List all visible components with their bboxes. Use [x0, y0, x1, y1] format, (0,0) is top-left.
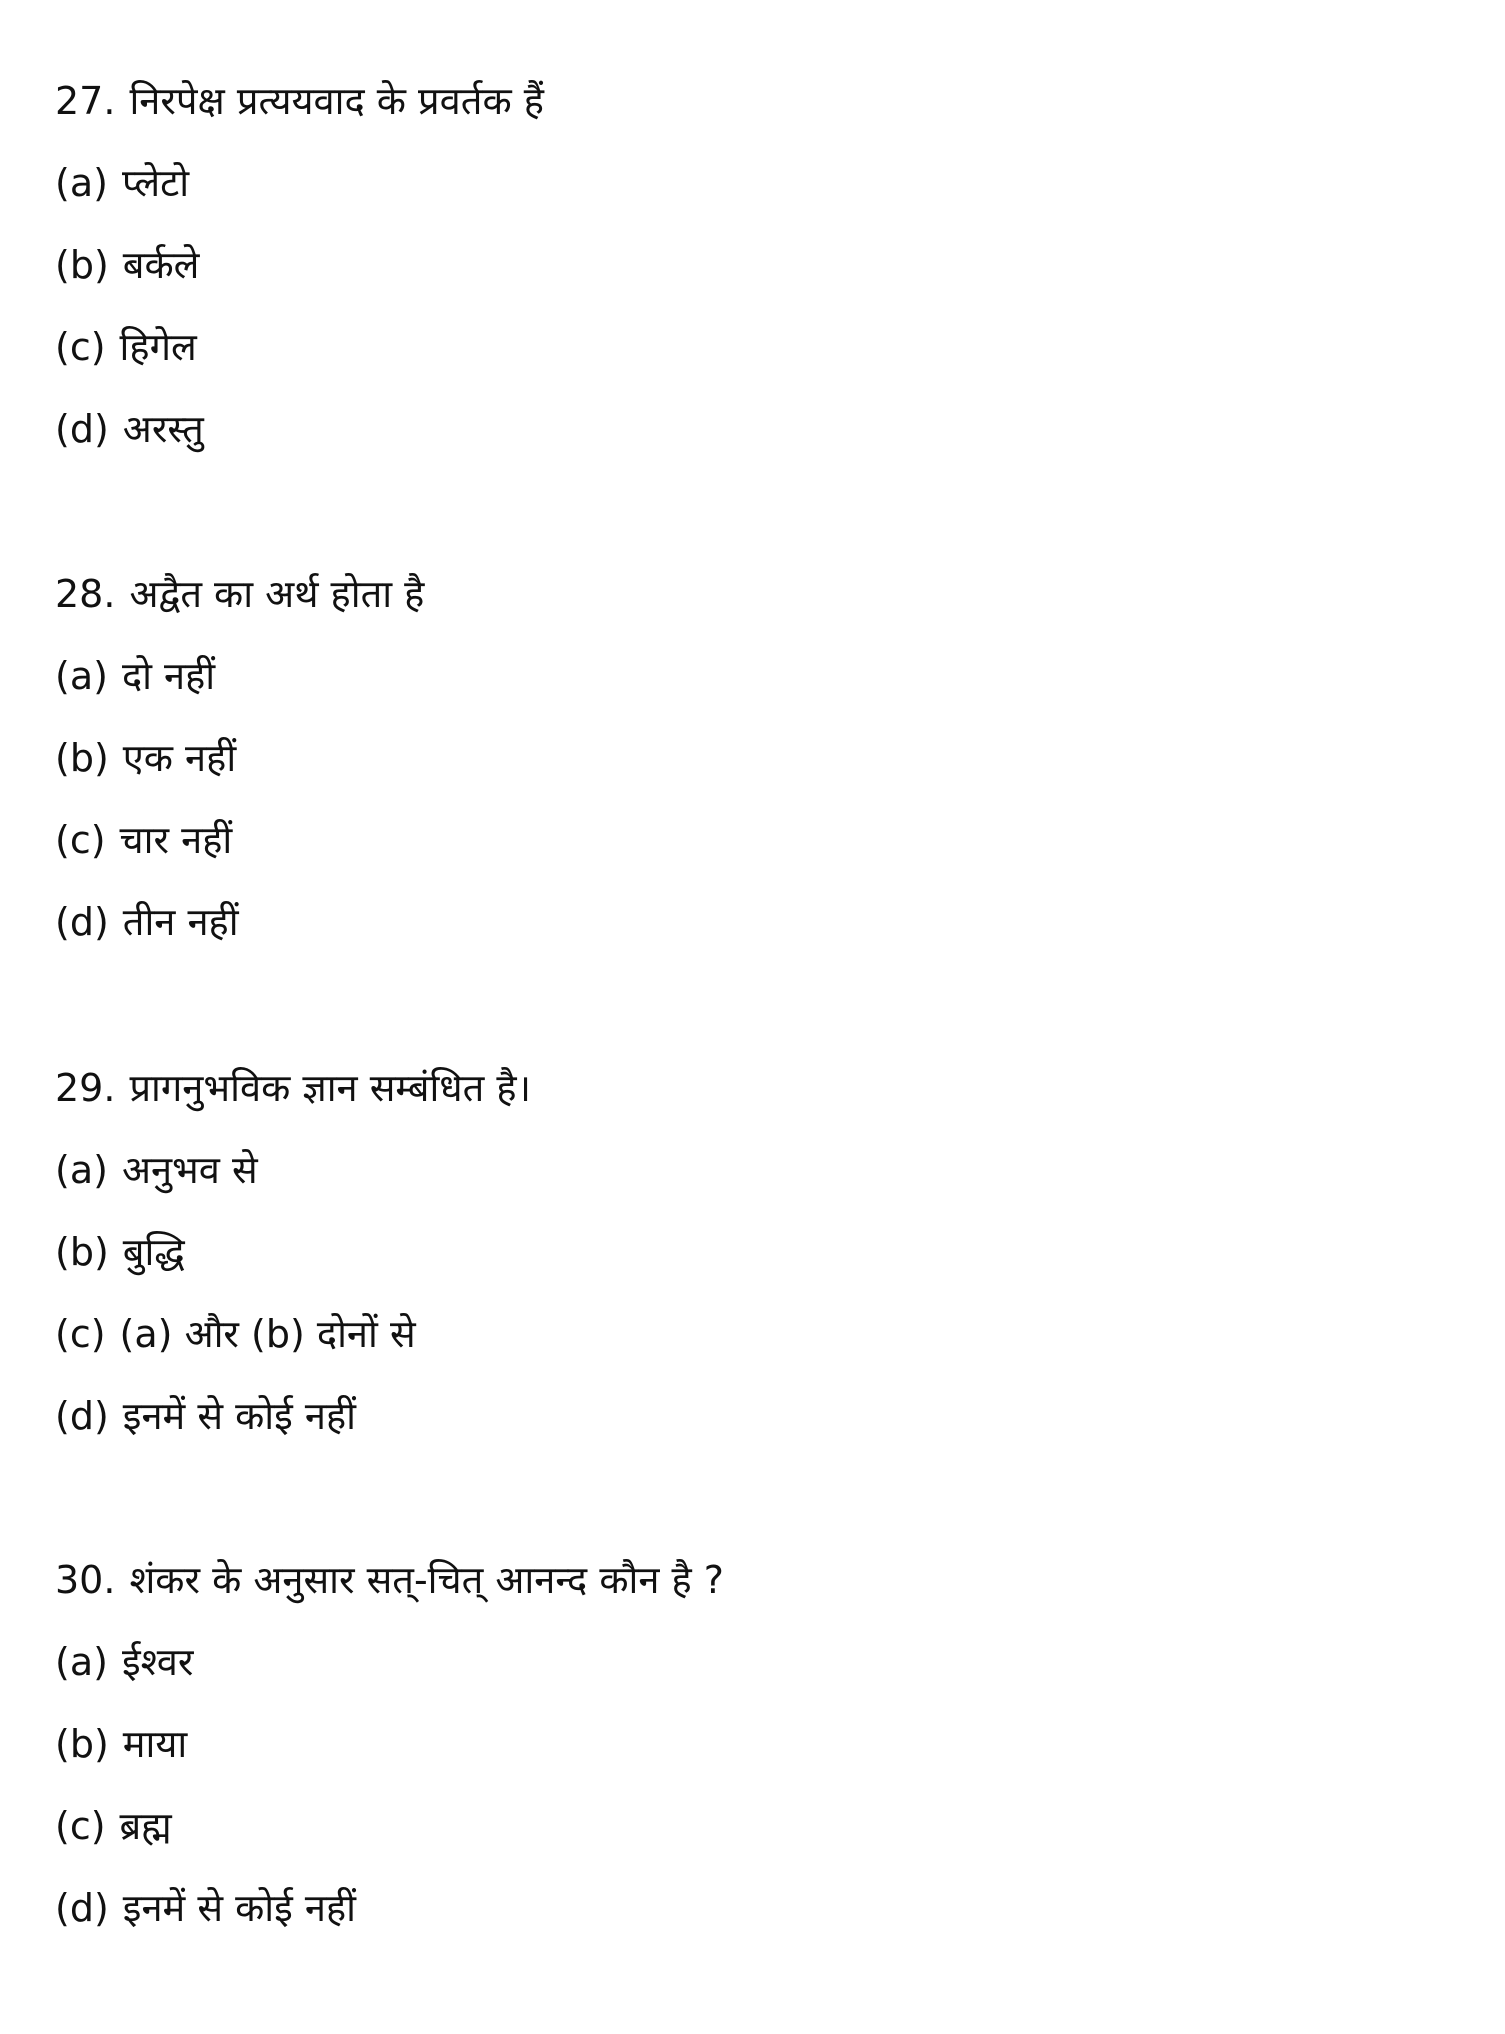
option-item: [55, 1129, 531, 1211]
option-label: (d): [55, 1886, 109, 1930]
option-text: माया: [122, 1722, 188, 1766]
option-item: [55, 1211, 531, 1293]
option-item: [55, 1867, 724, 1949]
option-text: इनमें से कोई नहीं: [122, 1886, 356, 1930]
option-label: (d): [55, 407, 109, 451]
question-stem: शंकर के अनुसार सत्-चित् आनन्द कौन है ?: [129, 1558, 724, 1602]
question-text: [55, 1539, 724, 1621]
question-stem: निरपेक्ष प्रत्ययवाद के प्रवर्तक हैं: [129, 79, 544, 123]
option-label: (d): [55, 900, 109, 944]
question-stem: प्रागनुभविक ज्ञान सम्बंधित है।: [129, 1066, 531, 1110]
question-block: [55, 1539, 724, 1949]
option-text: बुद्धि: [122, 1230, 185, 1274]
option-label: (a): [55, 654, 108, 698]
option-text: तीन नहीं: [122, 900, 239, 944]
question-number: 27.: [55, 79, 116, 123]
option-label: (b): [55, 1722, 109, 1766]
option-label: (b): [55, 243, 109, 287]
question-number: 29.: [55, 1066, 116, 1110]
option-label: (a): [55, 1640, 108, 1684]
option-text: ब्रह्म: [119, 1804, 172, 1848]
option-label: (a): [55, 1148, 108, 1192]
option-item: [55, 717, 424, 799]
option-text: प्लेटो: [121, 161, 190, 205]
question-block: [55, 553, 424, 963]
option-text: चार नहीं: [119, 818, 233, 862]
option-label: (d): [55, 1394, 109, 1438]
question-number: 28.: [55, 572, 116, 616]
question-number: 30.: [55, 1558, 116, 1602]
option-text: (a) और (b) दोनों से: [119, 1312, 416, 1356]
option-item: [55, 388, 544, 470]
question-text: [55, 60, 544, 142]
option-label: (c): [55, 1804, 106, 1848]
question-stem: अद्वैत का अर्थ होता है: [129, 572, 425, 616]
option-label: (a): [55, 161, 108, 205]
option-text: दो नहीं: [121, 654, 216, 698]
option-label: (c): [55, 1312, 106, 1356]
option-label: (c): [55, 818, 106, 862]
question-text: [55, 1047, 531, 1129]
option-label: (b): [55, 736, 109, 780]
option-item: [55, 635, 424, 717]
option-text: इनमें से कोई नहीं: [122, 1394, 356, 1438]
option-item: [55, 881, 424, 963]
option-item: [55, 1375, 531, 1457]
option-item: [55, 306, 544, 388]
option-item: [55, 1621, 724, 1703]
option-text: एक नहीं: [122, 736, 237, 780]
option-item: [55, 142, 544, 224]
option-label: (c): [55, 325, 106, 369]
option-item: [55, 799, 424, 881]
question-block: [55, 60, 544, 470]
option-text: ईश्वर: [121, 1640, 194, 1684]
option-item: [55, 1703, 724, 1785]
question-block: [55, 1047, 531, 1457]
option-label: (b): [55, 1230, 109, 1274]
option-text: अरस्तु: [122, 407, 204, 451]
option-item: [55, 1785, 724, 1867]
option-item: [55, 1293, 531, 1375]
question-text: [55, 553, 424, 635]
option-item: [55, 224, 544, 306]
option-text: बर्कले: [122, 243, 200, 287]
option-text: अनुभव से: [121, 1148, 258, 1192]
option-text: हिगेल: [119, 325, 197, 369]
